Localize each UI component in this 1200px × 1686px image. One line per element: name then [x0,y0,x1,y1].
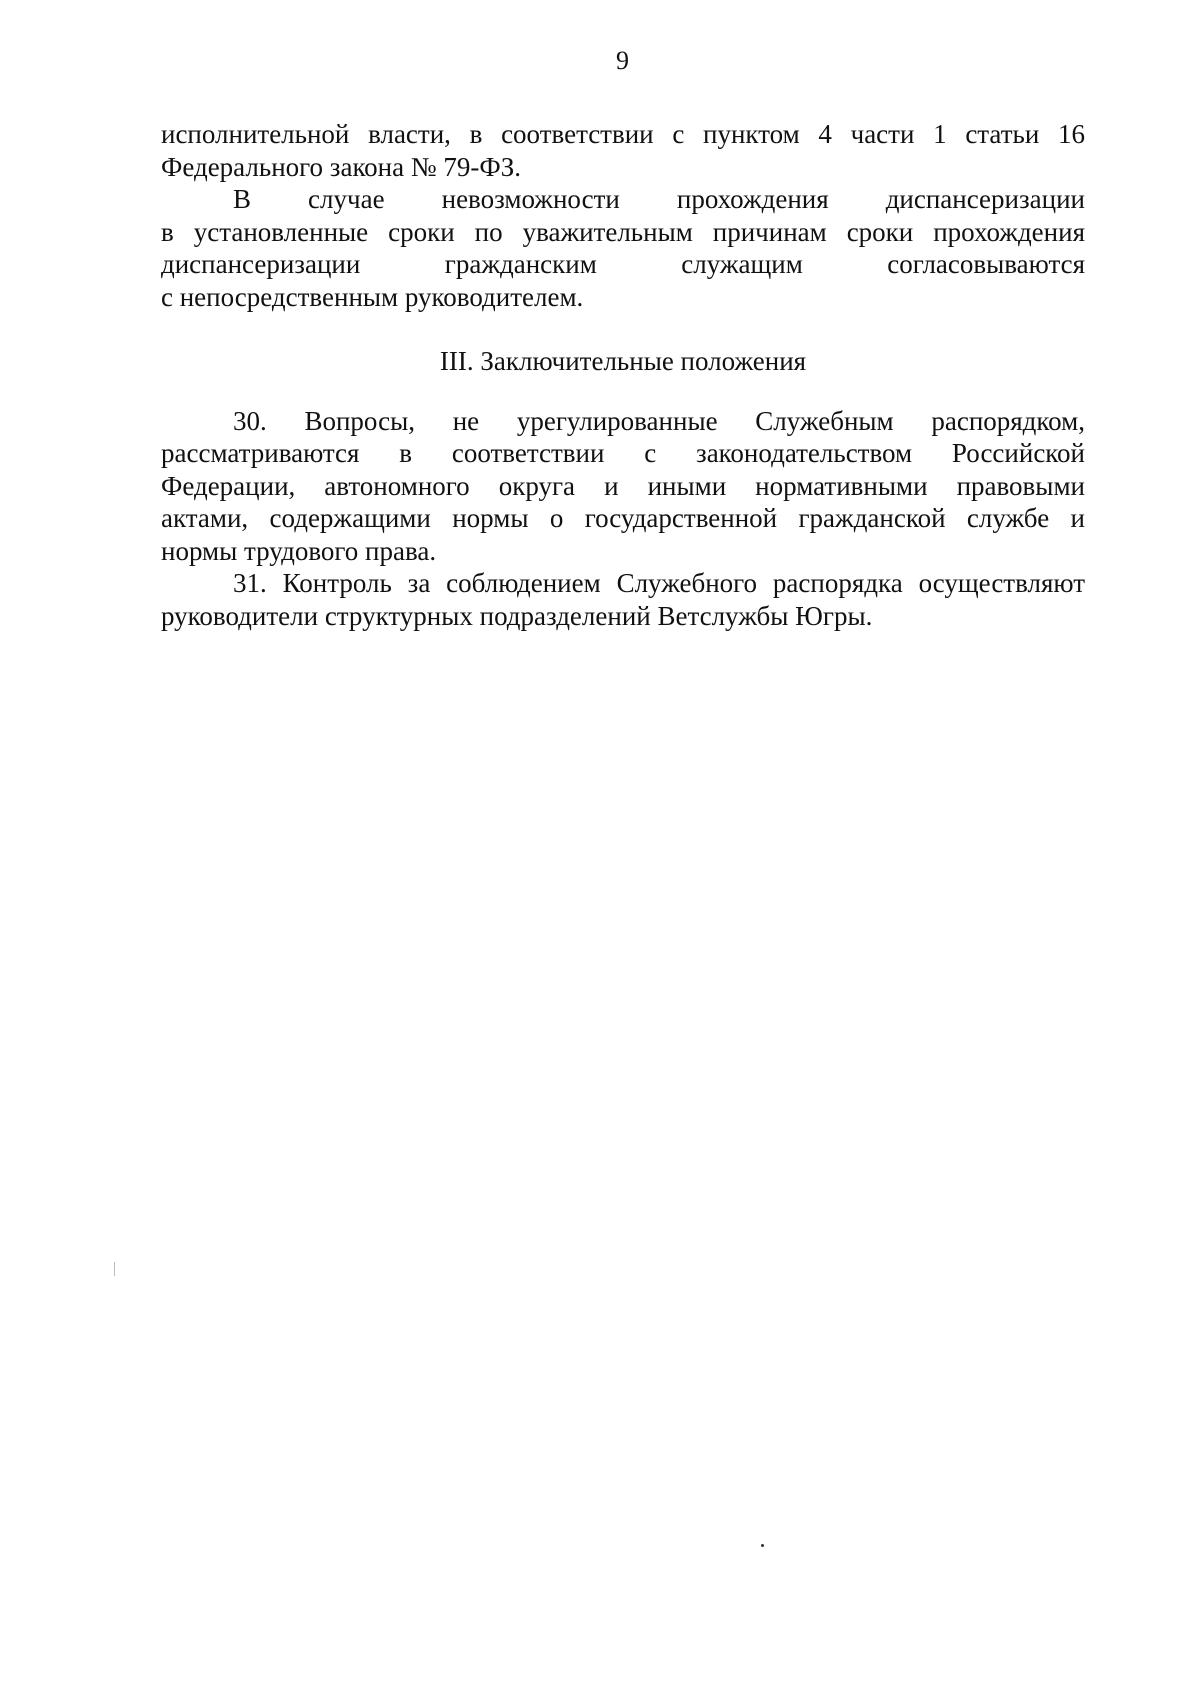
text-line: актами, содержащими нормы о государственной гражданской службе и [161,503,1085,533]
text-line: Федерации, автономного округа и иными нормативными правовыми [161,470,1085,501]
text-line: В случае невозможности прохождения диспансеризации [233,184,1085,214]
paragraph-30 [161,405,1085,568]
paragraph-31 [161,567,1085,632]
scan-artifact [114,1262,115,1276]
scan-artifact [761,1544,764,1547]
text-line: в установленные сроки по уважительным причинам сроки прохождения [161,216,1085,247]
text-line: Федерального закона № 79-ФЗ. [161,151,521,182]
text-line: с непосредственным руководителем. [161,281,584,312]
text-line: нормы трудового права. [161,535,437,566]
paragraph-continuation [161,118,1085,183]
text-line: диспансеризации гражданским служащим согласовываются [161,249,1085,279]
paragraph-dispensary [161,183,1085,313]
section-heading: III. Заключительные положения [439,346,807,376]
document-body [161,118,1085,632]
text-line: рассматриваются в соответствии с законодательством Российской [161,438,1085,468]
text-line: исполнительной власти, в соответствии с пунктом 4 части 1 статьи 16 [161,119,1085,149]
text-line: 31. Контроль за соблюдением Служебного распорядка осуществляют [233,568,1085,598]
page-number: 9 [616,46,629,75]
text-line: руководители структурных подразделений Ветслужбы Югры. [161,600,873,631]
text-line: 30. Вопросы, не урегулированные Служебным распорядком, [233,405,1085,436]
